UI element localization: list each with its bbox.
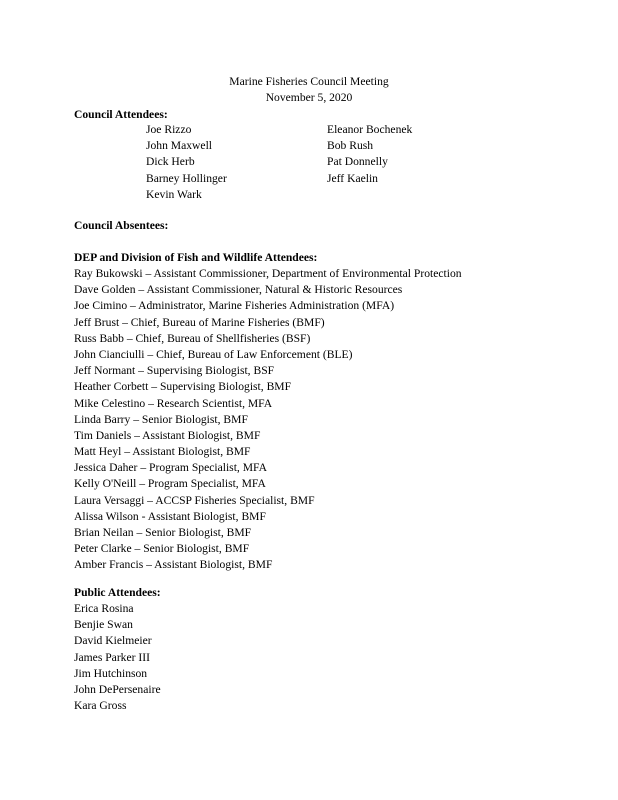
dep-attendee: Mike Celestino – Research Scientist, MFA: [74, 396, 273, 410]
public-attendee: John DePersenaire: [74, 682, 161, 696]
council-attendees-heading: Council Attendees:: [74, 108, 168, 121]
dep-attendee: Jeff Normant – Supervising Biologist, BSF: [74, 364, 275, 378]
council-attendee: Joe Rizzo: [146, 123, 192, 136]
dep-attendee: Jessica Daher – Program Specialist, MFA: [74, 461, 267, 475]
dep-attendee: Peter Clarke – Senior Biologist, BMF: [74, 542, 250, 556]
council-absentees-heading: Council Absentees:: [74, 219, 169, 232]
dep-attendee: Jeff Brust – Chief, Bureau of Marine Fisheries (BMF): [74, 315, 325, 329]
council-attendee: Pat Donnelly: [327, 155, 388, 169]
dep-attendees-heading: DEP and Division of Fish and Wildlife Attendees:: [74, 251, 318, 264]
council-attendee: Barney Hollinger: [146, 171, 227, 185]
dep-attendee: Tim Daniels – Assistant Biologist, BMF: [74, 428, 261, 442]
document-header: [0, 74, 618, 106]
meeting-date: November 5, 2020: [265, 91, 353, 104]
public-attendee: Jim Hutchinson: [74, 666, 148, 680]
public-attendee: James Parker III: [74, 650, 150, 664]
dep-attendee: Ray Bukowski – Assistant Commissioner, Department of Environmental Protection: [74, 267, 462, 280]
public-attendee: Kara Gross: [74, 699, 127, 713]
council-attendee: Bob Rush: [327, 139, 374, 153]
council-attendee: Jeff Kaelin: [327, 171, 378, 185]
public-attendees-heading: Public Attendees:: [74, 586, 161, 599]
dep-attendee: Amber Francis – Assistant Biologist, BMF: [74, 558, 273, 572]
dep-attendee: Linda Barry – Senior Biologist, BMF: [74, 412, 248, 426]
public-attendees-section: [74, 585, 161, 714]
dep-attendee: Dave Golden – Assistant Commissioner, Natural & Historic Resources: [74, 283, 403, 297]
dep-attendees-section: [74, 250, 462, 574]
dep-attendee: Kelly O'Neill – Program Specialist, MFA: [74, 477, 266, 491]
public-attendee: Erica Rosina: [74, 602, 134, 615]
council-absentees-section: [74, 218, 168, 234]
council-attendee: Kevin Wark: [146, 187, 202, 201]
dep-attendee: Matt Heyl – Assistant Biologist, BMF: [74, 445, 251, 459]
dep-attendee: Laura Versaggi – ACCSP Fisheries Specialist, BMF: [74, 493, 315, 507]
council-attendees-right-column: [327, 122, 412, 187]
meeting-title: Marine Fisheries Council Meeting: [229, 75, 389, 88]
council-attendee: John Maxwell: [146, 139, 213, 153]
public-attendee: David Kielmeier: [74, 634, 152, 648]
dep-attendee: Heather Corbett – Supervising Biologist, BMF: [74, 380, 292, 394]
dep-attendee: John Cianciulli – Chief, Bureau of Law Enforcement (BLE): [74, 347, 353, 361]
dep-attendee: Joe Cimino – Administrator, Marine Fisheries Administration (MFA): [74, 299, 395, 313]
council-attendees-section: [74, 107, 168, 123]
council-attendees-left-column: [146, 122, 227, 203]
dep-attendee: Russ Babb – Chief, Bureau of Shellfisheries (BSF): [74, 331, 311, 345]
council-attendee: Eleanor Bochenek: [327, 123, 413, 136]
council-attendee: Dick Herb: [146, 155, 195, 169]
public-attendee: Benjie Swan: [74, 618, 133, 632]
dep-attendee: Alissa Wilson - Assistant Biologist, BMF: [74, 509, 266, 523]
dep-attendee: Brian Neilan – Senior Biologist, BMF: [74, 526, 252, 539]
